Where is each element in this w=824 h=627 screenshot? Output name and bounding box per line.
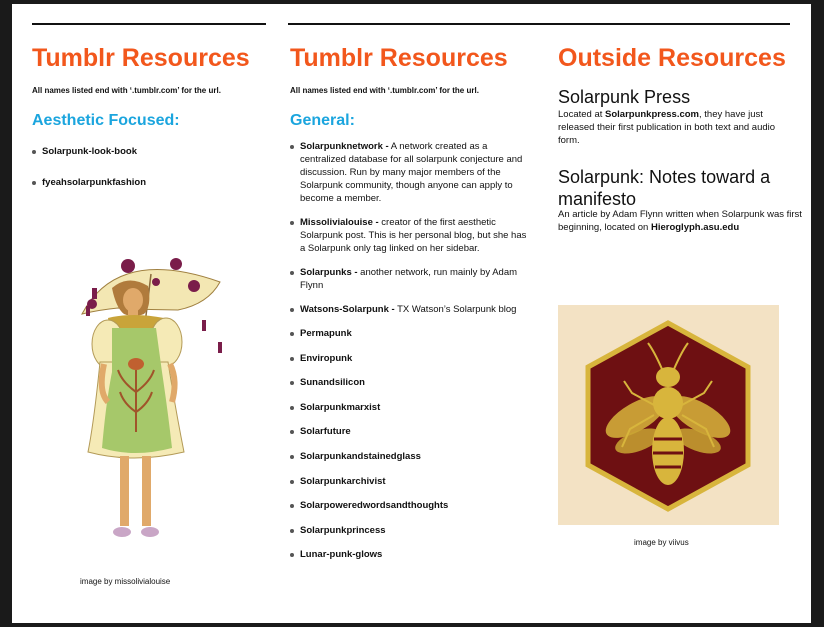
list-item: Solarpunkandstainedglass — [290, 450, 530, 463]
list-item: Sunandsilicon — [290, 376, 530, 389]
column2-heading: Tumblr Resources — [290, 44, 508, 72]
list-item: Solarpunks - another network, run mainly by Adam Flynn — [290, 266, 530, 292]
resource-description: An article by Adam Flynn written when Solarpunk was first beginning, located on Hieroglyph.asu.edu — [558, 209, 802, 233]
list-item: Solarpunkmarxist — [290, 401, 530, 414]
bee-hexagon-illustration — [558, 305, 779, 525]
column1-top-rule — [32, 23, 266, 25]
list-item: fyeahsolarpunkfashion — [32, 176, 252, 189]
list-item: Solarpunkarchivist — [290, 475, 530, 488]
list-item: Permapunk — [290, 327, 530, 340]
list-item: Lunar-punk-glows — [290, 548, 530, 561]
list-item: Solarpoweredwordsandthoughts — [290, 499, 530, 512]
list-item: Missolivialouise - creator of the first aesthetic Solarpunk post. This is her personal blog, but she has a Solarpunk only tag linked on her sidebar. — [290, 216, 530, 255]
list-item: Solarpunkprincess — [290, 524, 530, 537]
list-item: Solarpunknetwork - A network created as a centralized database for all solarpunk conjecture and discussion. Run by many major members of the Solarpunk community, though anyone can apply to become a member. — [290, 140, 530, 205]
general-list — [290, 140, 530, 561]
column3-heading: Outside Resources — [558, 44, 786, 72]
list-item: Solarpunk-look-book — [32, 145, 252, 158]
resource-title: Solarpunk Press — [558, 87, 691, 107]
aesthetic-list — [32, 145, 252, 189]
parasol-girl-illustration — [78, 252, 238, 552]
list-item: Watsons-Solarpunk - TX Watson’s Solarpunk blog — [290, 303, 530, 316]
column3-image-caption: image by viivus — [634, 538, 689, 547]
brochure-page — [12, 4, 811, 623]
column2-top-rule — [288, 23, 790, 25]
list-item: Solarfuture — [290, 425, 530, 438]
column1-heading: Tumblr Resources — [32, 44, 250, 72]
column1-url-note: All names listed end with ‘.tumblr.com’ for the url. — [32, 86, 221, 95]
column2-url-note: All names listed end with ‘.tumblr.com’ for the url. — [290, 86, 479, 95]
column1-subheading: Aesthetic Focused: — [32, 112, 180, 129]
list-item: Enviropunk — [290, 352, 530, 365]
column2-subheading: General: — [290, 112, 355, 129]
column1-image-caption: image by missolivialouise — [80, 577, 171, 586]
resource-title: Solarpunk: Notes toward a manifesto — [558, 167, 771, 209]
resource-description: Located at Solarpunkpress.com, they have just released their first publication in both text and audio form. — [558, 109, 776, 146]
